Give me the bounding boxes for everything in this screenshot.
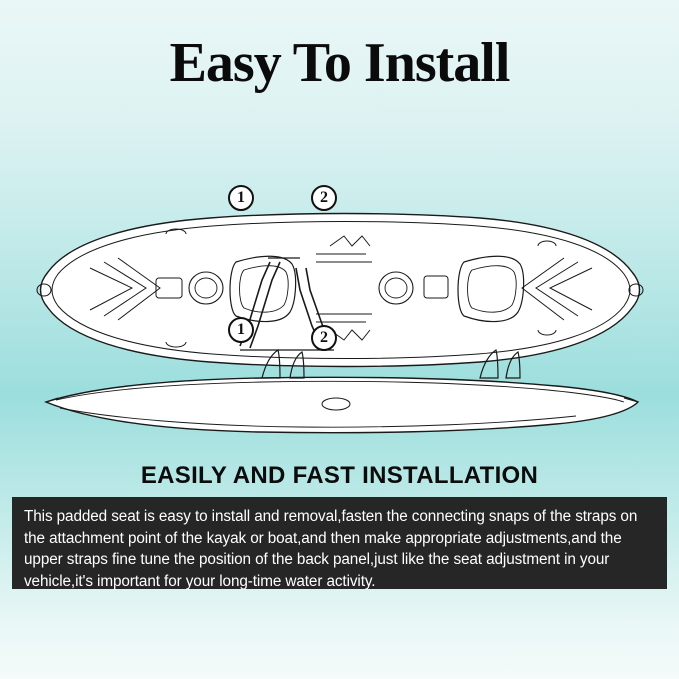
kayak-illustration [0,150,679,460]
description-banner [12,497,667,589]
callout-badge-2-top: 2 [311,185,337,211]
subtitle: EASILY AND FAST INSTALLATION [140,462,539,489]
callout-badge-2-bottom: 2 [311,325,337,351]
description-text: This padded seat is easy to install and removal,fasten the connecting snaps of the straps on the attachment point of the kayak or boat,and then make appropriate adjustments,and the upper straps fine tune the position of the back panel,just like the seat adjustment in your vehicle,it's important for your long-time water activity. [24,508,638,590]
callout-badge-1-bottom: 1 [228,317,254,343]
callout-badge-1-top: 1 [228,185,254,211]
kayak-top-view [37,214,643,367]
page-title: Easy To Install [169,32,510,94]
